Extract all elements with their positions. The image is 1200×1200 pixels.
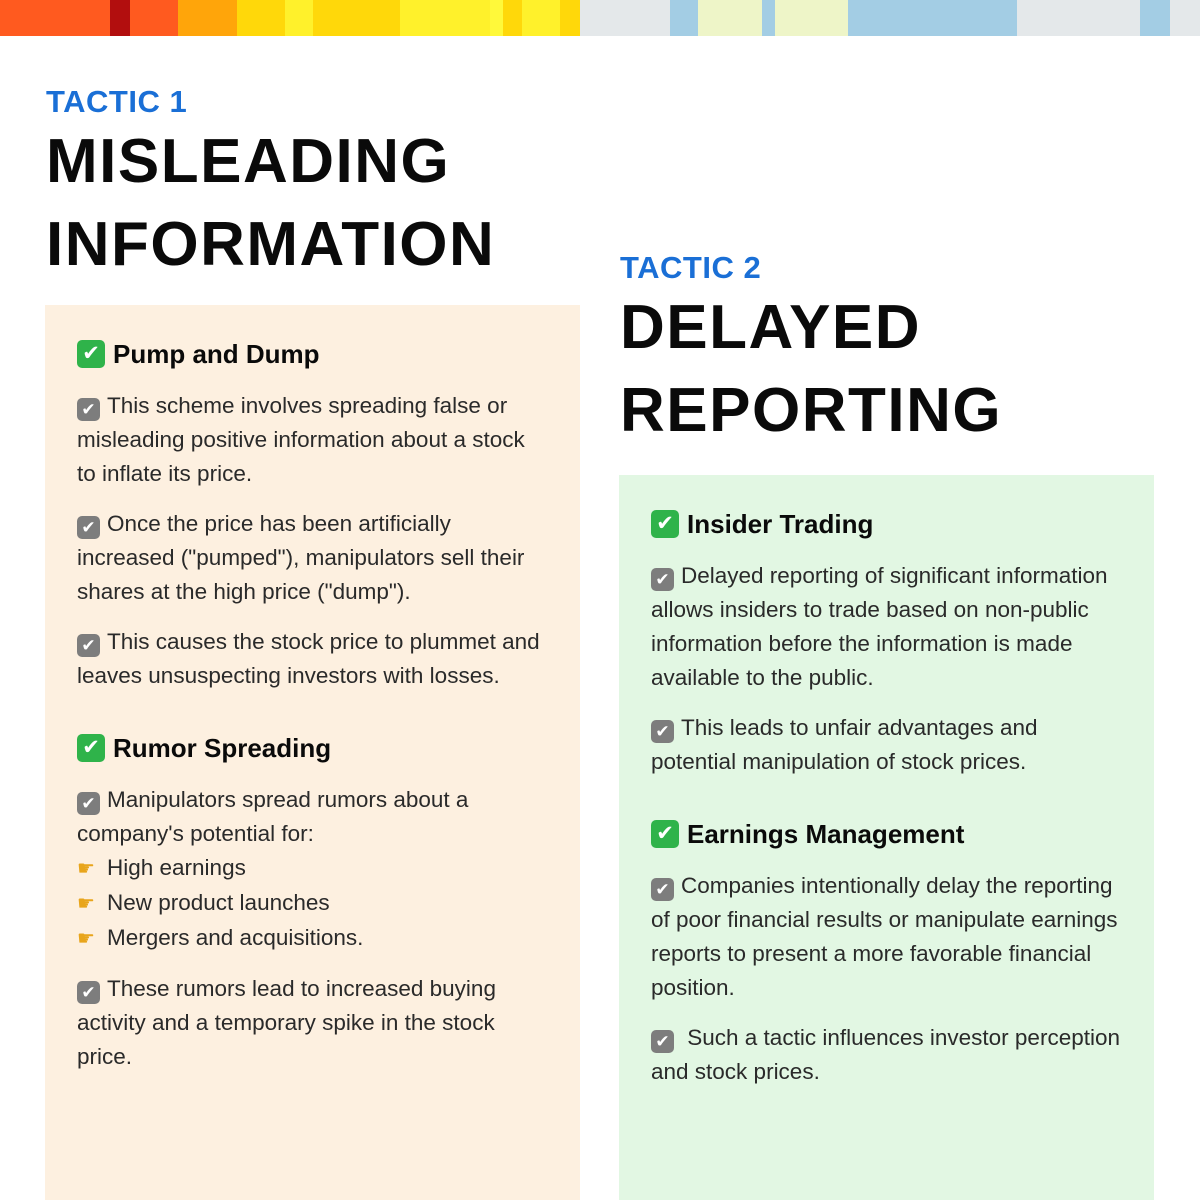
paragraph-text: Such a tactic influences investor perception and stock prices. <box>651 1025 1120 1084</box>
paragraph <box>77 507 548 609</box>
paragraph <box>77 625 548 693</box>
paragraph-text: This leads to unfair advantages and potential manipulation of stock prices. <box>651 715 1038 774</box>
list-item-text: Mergers and acquisitions. <box>107 925 364 950</box>
paragraph-text: These rumors lead to increased buying activity and a temporary spike in the stock price. <box>77 976 496 1069</box>
section-heading-text: Pump and Dump <box>113 338 320 369</box>
stripe-segment <box>775 0 848 36</box>
stripe-segment <box>110 0 130 36</box>
list-item-text: New product launches <box>107 890 330 915</box>
paragraph-text: Delayed reporting of significant information allows insiders to trade based on non-public information before the information is made available to the public. <box>651 563 1108 690</box>
delayed-reporting-panel <box>619 475 1154 1200</box>
rumor-spreading-heading <box>77 731 548 765</box>
stripe-segment <box>285 0 313 36</box>
paragraph-text: Once the price has been artificially increased ("pumped"), manipulators sell their shares at the high price ("dump"). <box>77 511 525 604</box>
tactic-1-title-line-1: MISLEADING <box>46 127 451 196</box>
tactic-2-title-line-2: REPORTING <box>620 376 1003 445</box>
section-heading-text: Insider Trading <box>687 508 874 539</box>
tactic-1-title-line-2: INFORMATION <box>46 210 496 279</box>
check-box-icon: ✔ <box>651 568 674 591</box>
stripe-segment <box>698 0 762 36</box>
section-heading-text: Earnings Management <box>687 818 965 849</box>
tactic-2-title-line-1: DELAYED <box>620 293 922 362</box>
stripe-segment <box>762 0 775 36</box>
pointing-hand-icon: ☛ <box>77 893 95 915</box>
check-mark-button-icon: ✔ <box>651 820 679 848</box>
pointing-hand-icon: ☛ <box>77 858 95 880</box>
check-box-icon: ✔ <box>651 878 674 901</box>
paragraph <box>651 559 1122 695</box>
check-box-icon: ✔ <box>77 792 100 815</box>
misleading-information-panel <box>45 305 580 1200</box>
paragraph <box>651 1021 1122 1089</box>
stripe-segment <box>1170 0 1200 36</box>
stripe-segment <box>580 0 670 36</box>
insider-trading-heading <box>651 507 1122 541</box>
check-box-icon: ✔ <box>651 1030 674 1053</box>
stripe-segment <box>400 0 490 36</box>
list-item <box>77 886 548 921</box>
stripe-segment <box>503 0 522 36</box>
stripe-segment <box>237 0 285 36</box>
stripe-segment <box>1140 0 1170 36</box>
paragraph-text: Companies intentionally delay the reporting of poor financial results or manipulate earnings reports to present a more favorable financial position. <box>651 873 1118 1000</box>
paragraph <box>651 711 1122 779</box>
tactic-2-title <box>620 286 1002 452</box>
earnings-management-heading <box>651 817 1122 851</box>
check-box-icon: ✔ <box>77 398 100 421</box>
paragraph-text: This causes the stock price to plummet and leaves unsuspecting investors with losses. <box>77 629 540 688</box>
paragraph <box>77 783 548 956</box>
check-mark-button-icon: ✔ <box>651 510 679 538</box>
paragraph-text: Manipulators spread rumors about a company's potential for: <box>77 787 469 846</box>
tactic-1-label: TACTIC 1 <box>46 84 188 119</box>
paragraph <box>651 869 1122 1005</box>
list-item <box>77 921 548 956</box>
check-box-icon: ✔ <box>77 981 100 1004</box>
check-box-icon: ✔ <box>651 720 674 743</box>
stripe-segment <box>1017 0 1140 36</box>
paragraph <box>77 972 548 1074</box>
color-stripe-banner <box>0 0 1200 36</box>
pointing-hand-icon: ☛ <box>77 928 95 950</box>
pump-and-dump-heading <box>77 337 548 371</box>
check-box-icon: ✔ <box>77 516 100 539</box>
stripe-segment <box>522 0 560 36</box>
list-item <box>77 851 548 886</box>
stripe-segment <box>178 0 237 36</box>
tactic-2-label: TACTIC 2 <box>620 250 762 285</box>
stripe-segment <box>313 0 400 36</box>
stripe-segment <box>670 0 698 36</box>
section-heading-text: Rumor Spreading <box>113 732 332 763</box>
stripe-segment <box>490 0 503 36</box>
check-mark-button-icon: ✔ <box>77 734 105 762</box>
check-mark-button-icon: ✔ <box>77 340 105 368</box>
paragraph <box>77 389 548 491</box>
stripe-segment <box>130 0 178 36</box>
stripe-segment <box>560 0 580 36</box>
stripe-segment <box>0 0 110 36</box>
list-item-text: High earnings <box>107 855 246 880</box>
check-box-icon: ✔ <box>77 634 100 657</box>
paragraph-text: This scheme involves spreading false or misleading positive information about a stock to inflate its price. <box>77 393 525 486</box>
tactic-1-title <box>46 120 495 286</box>
stripe-segment <box>848 0 1017 36</box>
